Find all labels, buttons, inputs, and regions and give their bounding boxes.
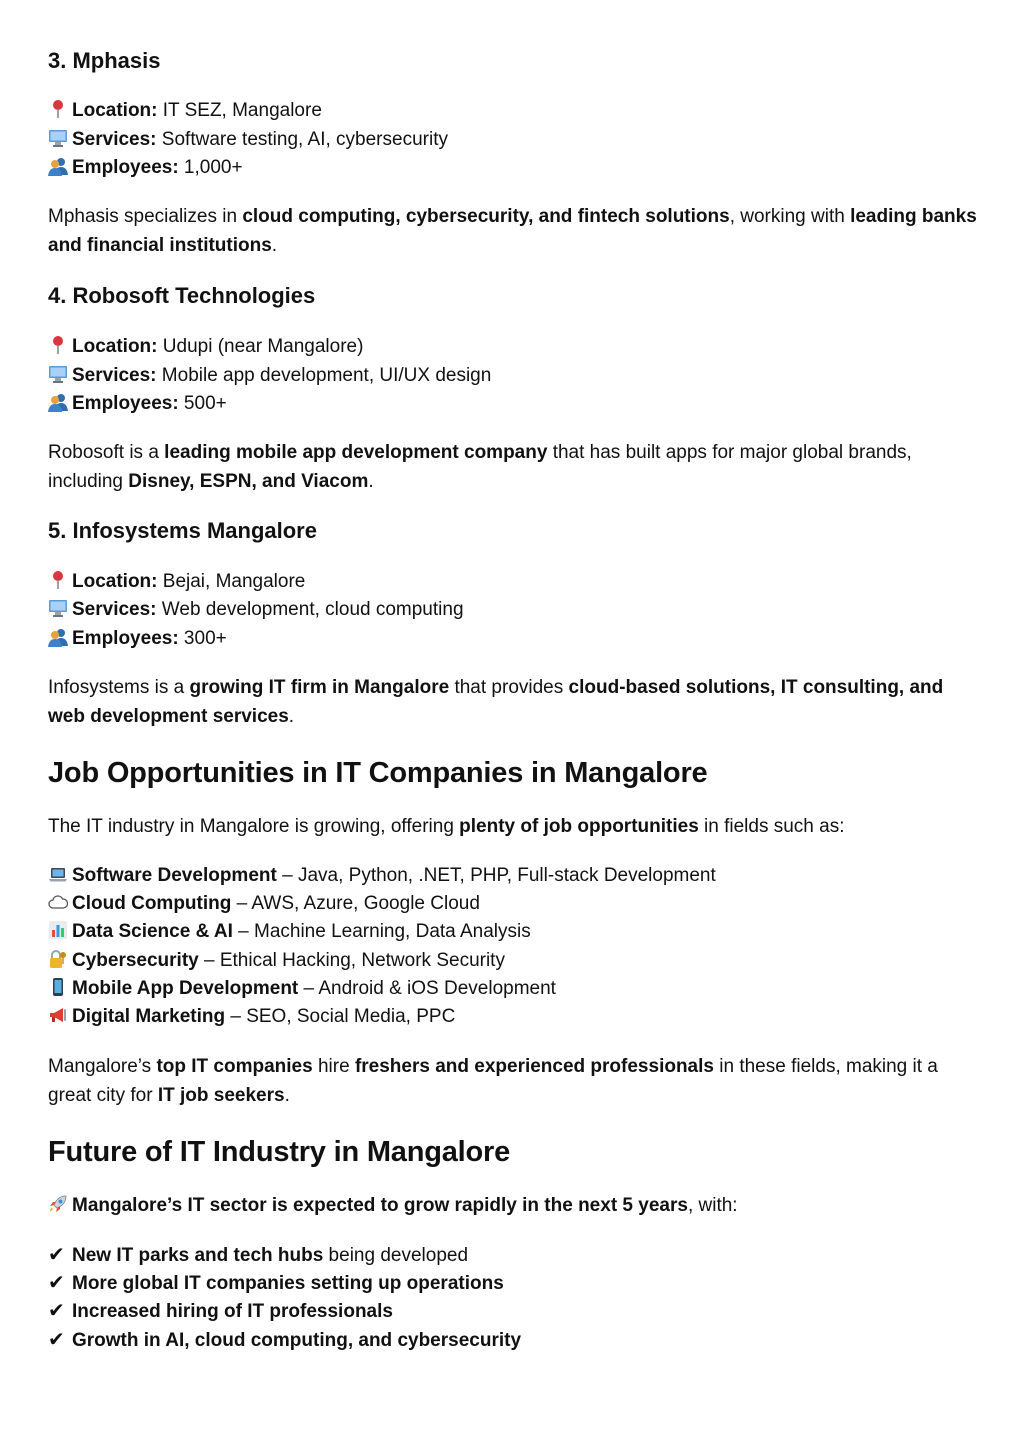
section-heading-mphasis: 3. Mphasis — [48, 48, 161, 73]
pin-icon — [48, 99, 68, 119]
future-heading: Future of IT Industry in Mangalore — [48, 1136, 511, 1168]
job-field-item: Digital Marketing – SEO, Social Media, PPC — [48, 1003, 455, 1031]
desktop-computer-icon — [48, 598, 68, 618]
megaphone-icon — [48, 1005, 68, 1025]
checkmark-icon: ✔ — [48, 1272, 65, 1294]
section-heading-robosoft: 4. Robosoft Technologies — [48, 283, 316, 308]
services-line: Services: Web development, cloud computing — [48, 596, 464, 624]
job-field-item: Cybersecurity – Ethical Hacking, Network Security — [48, 947, 505, 975]
location-line: Location: Bejai, Mangalore — [48, 568, 305, 596]
pin-icon — [48, 335, 68, 355]
job-field-item: Software Development – Java, Python, .NET, PHP, Full-stack Development — [48, 862, 716, 890]
lock-key-icon — [48, 949, 68, 969]
bar-chart-icon — [48, 920, 68, 940]
future-intro: Mangalore’s IT sector is expected to grow rapidly in the next 5 years, with: — [48, 1192, 738, 1220]
people-icon — [48, 156, 68, 176]
employees-line: Employees: 300+ — [48, 625, 227, 653]
desktop-computer-icon — [48, 128, 68, 148]
employees-line: Employees: 1,000+ — [48, 154, 243, 182]
section-description: Infosystems is a growing IT firm in Mangalore that provides cloud-based solutions, IT consulting, and web development services. — [48, 677, 944, 727]
checkmark-icon: ✔ — [48, 1244, 65, 1266]
mobile-phone-icon — [48, 977, 68, 997]
desktop-computer-icon — [48, 364, 68, 384]
jobs-intro: The IT industry in Mangalore is growing, offering plenty of job opportunities in fields such as: — [48, 816, 845, 837]
services-line: Services: Software testing, AI, cybersecurity — [48, 126, 448, 154]
job-field-item: Data Science & AI – Machine Learning, Data Analysis — [48, 918, 531, 946]
jobs-heading: Job Opportunities in IT Companies in Mangalore — [48, 757, 708, 789]
jobs-outro: Mangalore’s top IT companies hire freshers and experienced professionals in these fields, making it a great city for IT job seekers. — [48, 1056, 938, 1106]
job-field-item: Cloud Computing – AWS, Azure, Google Cloud — [48, 890, 480, 918]
rocket-icon — [48, 1194, 68, 1214]
future-point: ✔ Growth in AI, cloud computing, and cybersecurity — [48, 1326, 521, 1355]
people-icon — [48, 392, 68, 412]
section-heading-infosystems: 5. Infosystems Mangalore — [48, 518, 317, 543]
pin-icon — [48, 570, 68, 590]
people-icon — [48, 627, 68, 647]
location-line: Location: IT SEZ, Mangalore — [48, 97, 322, 125]
future-point: ✔ More global IT companies setting up operations — [48, 1269, 504, 1298]
services-line: Services: Mobile app development, UI/UX design — [48, 362, 491, 390]
section-description: Mphasis specializes in cloud computing, cybersecurity, and fintech solutions, working with leading banks and financial institutions. — [48, 206, 977, 256]
checkmark-icon: ✔ — [48, 1300, 65, 1322]
employees-line: Employees: 500+ — [48, 390, 227, 418]
section-description: Robosoft is a leading mobile app development company that has built apps for major global brands, including Disney, ESPN, and Viacom. — [48, 442, 912, 492]
job-field-item: Mobile App Development – Android & iOS Development — [48, 975, 556, 1003]
laptop-icon — [48, 864, 68, 884]
checkmark-icon: ✔ — [48, 1329, 65, 1351]
future-point: ✔ New IT parks and tech hubs being developed — [48, 1241, 468, 1270]
cloud-icon — [48, 892, 68, 912]
future-point: ✔ Increased hiring of IT professionals — [48, 1297, 393, 1326]
location-line: Location: Udupi (near Mangalore) — [48, 333, 363, 361]
